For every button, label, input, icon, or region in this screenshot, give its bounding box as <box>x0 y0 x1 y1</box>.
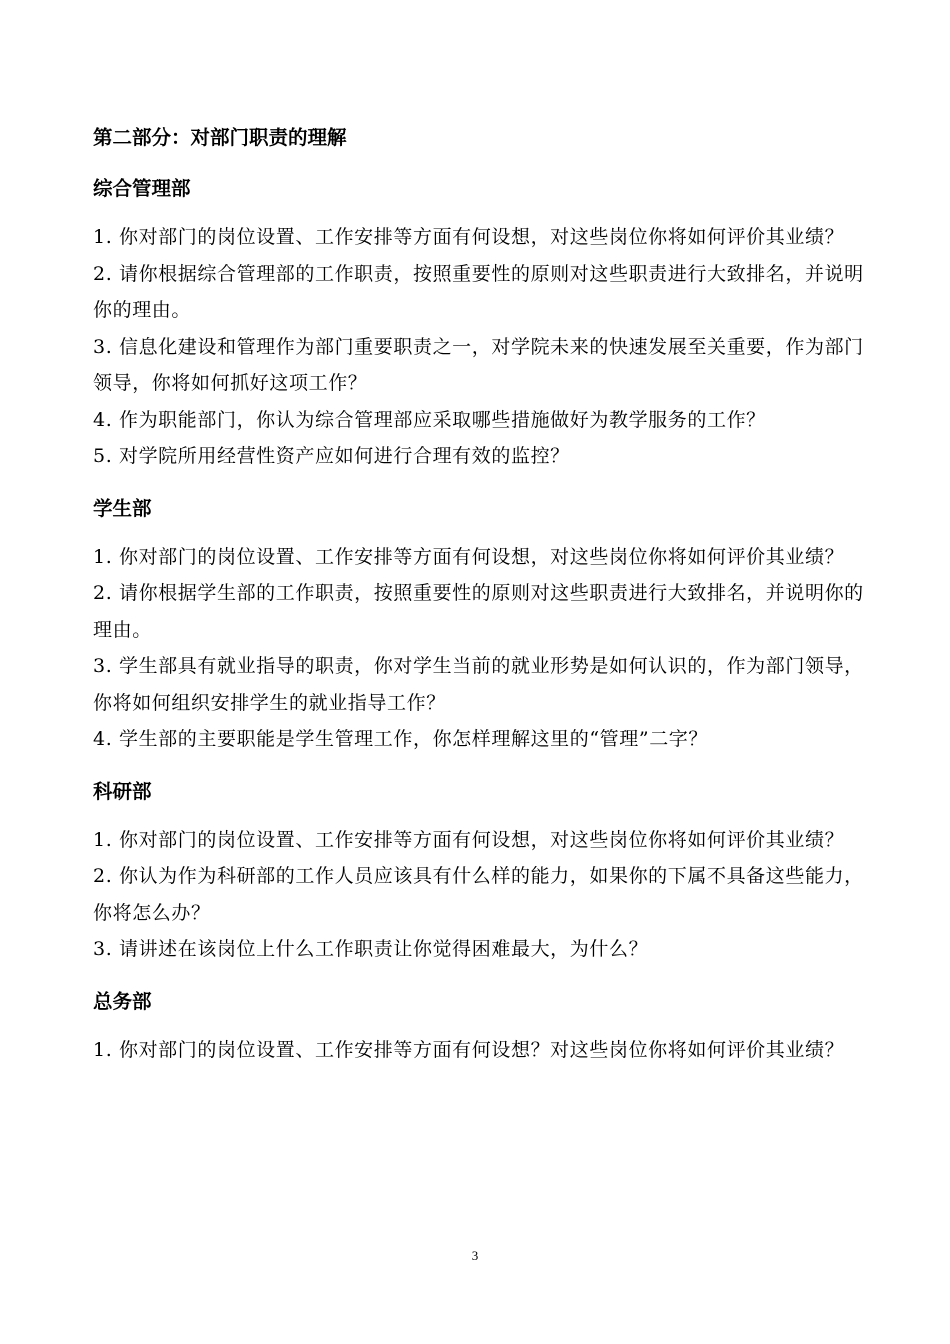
section-heading: 总务部 <box>93 989 152 1013</box>
question-item: 3. 学生部具有就业指导的职责，你对学生当前的就业形势是如何认识的，作为部门领导，你将如何组织安排学生的就业指导工作？ <box>93 655 864 714</box>
section-heading: 科研部 <box>93 779 152 803</box>
section-heading: 学生部 <box>93 496 152 520</box>
question-list <box>93 822 873 968</box>
document-page <box>93 118 873 1082</box>
question-item: 1. 你对部门的岗位设置、工作安排等方面有何设想，对这些岗位你将如何评价其业绩？ <box>93 226 845 248</box>
question-item: 2. 你认为作为科研部的工作人员应该具有什么样的能力，如果你的下属不具备这些能力，你将怎么办？ <box>93 865 864 924</box>
question-item: 1. 你对部门的岗位设置、工作安排等方面有何设想，对这些岗位你将如何评价其业绩？ <box>93 828 845 851</box>
question-item: 1. 你对部门的岗位设置、工作安排等方面有何设想，对这些岗位你将如何评价其业绩？ <box>93 545 845 568</box>
section-research <box>93 772 873 968</box>
question-item: 3. 请讲述在该岗位上什么工作职责让你觉得困难最大，为什么？ <box>93 938 649 960</box>
question-item: 4. 学生部的主要职能是学生管理工作，你怎样理解这里的“管理”二字？ <box>93 728 708 750</box>
question-list <box>93 1032 873 1069</box>
question-item: 5. 对学院所用经营性资产应如何进行合理有效的监控？ <box>93 445 570 467</box>
section-student <box>93 489 873 758</box>
question-list <box>93 219 873 475</box>
question-item: 2. 请你根据学生部的工作职责，按照重要性的原则对这些职责进行大致排名，并说明你的理由。 <box>93 582 864 641</box>
question-item: 3. 信息化建设和管理作为部门重要职责之一，对学院未来的快速发展至关重要，作为部门领导，你将如何抓好这项工作？ <box>93 335 864 394</box>
section-heading: 综合管理部 <box>93 177 191 200</box>
part-title: 第二部分：对部门职责的理解 <box>93 126 347 149</box>
section-admin <box>93 169 873 475</box>
question-item: 1. 你对部门的岗位设置、工作安排等方面有何设想？对这些岗位你将如何评价其业绩？ <box>93 1038 845 1061</box>
question-item: 4. 作为职能部门，你认为综合管理部应采取哪些措施做好为教学服务的工作？ <box>93 408 766 431</box>
section-general-affairs <box>93 982 873 1069</box>
question-item: 2. 请你根据综合管理部的工作职责，按照重要性的原则对这些职责进行大致排名，并说明你的理由。 <box>93 262 864 321</box>
page-number: 3 <box>471 1248 479 1263</box>
question-list <box>93 539 873 758</box>
